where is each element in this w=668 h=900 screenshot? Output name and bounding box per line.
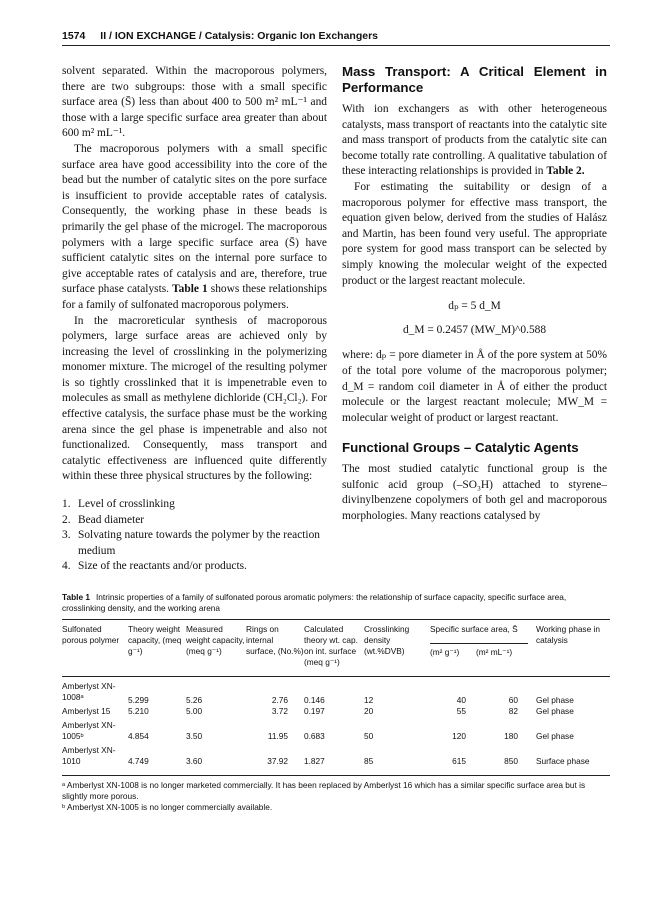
list-item: 4. Size of the reactants and/or products. [62, 560, 247, 573]
column-header: Theory weight capacity, (meq g⁻¹) [128, 624, 182, 656]
table-top-rule [62, 619, 610, 620]
column-subheader: (m² mL⁻¹) [476, 646, 513, 657]
data-table [62, 624, 610, 776]
equation-coil-diameter: d_M = 0.2457 (MW_M)^0.588 [402, 323, 547, 336]
column-header: Sulfonated porous polymer [62, 624, 120, 645]
equation-definitions: where: dₚ = pore diameter in Å of the pore system at 50% of the total pore volume of the macroporous polymer; d_M = random coil diameter in Å of either the product molecule or the largest reactant molecule; MW_M = molecular weight of product or largest reactant. [342, 349, 607, 424]
column-header: Crosslinking density (wt.%DVB) [364, 624, 410, 656]
table-row: Amberlyst XN-1010 4.749 3.60 37.92 1.827 85 615 850 Surface phase [62, 745, 590, 766]
factor-list [62, 497, 327, 575]
footnote-a: ᵃ Amberlyst XN-1008 is no longer marketed commercially. It has been replaced by Amberlyst 16 which has a similar specific surface area but is slightly more porous. [62, 780, 586, 801]
column-header: Specific surface area, S̄ [430, 624, 528, 643]
left-column [62, 64, 327, 575]
list-item: 2. Bead diameter [62, 513, 145, 526]
column-header: Working phase in catalysis [536, 624, 600, 645]
column-header: Rings on internal surface, (No.%) [246, 624, 304, 656]
left-paragraph-3: In the macroreticular synthesis of macroporous polymers, large surface areas are achieved only by increasing the level of crosslinking in the polymerizing monomer mixture. The microgel of the resulting polymer is so tightly crosslinked that it is impenetrable even to molecules as small as methylene dichloride (CH₂Cl₂). For effective catalysis, the surface phase must be the working arena since the gel phase is impenetrable and also not functionalized. Consequently, mass transport and catalytic effectiveness are influenced quite differently within these three physical structures by the following: [62, 314, 327, 483]
table-header-row [62, 624, 610, 643]
section-heading-functional-groups: Functional Groups – Catalytic Agents [342, 440, 579, 456]
equation-pore-diameter: dₚ = 5 d_M [448, 300, 501, 313]
header-rule [62, 45, 610, 46]
table-1 [62, 592, 610, 813]
table2-reference: Table 2. [546, 165, 585, 178]
column-header: Calculated theory wt. cap. on int. surface (meq g⁻¹) [304, 624, 358, 667]
section-heading-mass-transport: Mass Transport: A Critical Element in Performance [342, 64, 607, 95]
list-item: 1. Level of crosslinking [62, 498, 175, 511]
table-row: Amberlyst 15 5.210 5.00 3.72 0.197 20 55 82 Gel phase [62, 706, 574, 716]
table-row: Amberlyst XN-1005ᵇ 4.854 3.50 11.95 0.683 50 120 180 Gel phase [62, 720, 574, 741]
left-paragraph-1: solvent separated. Within the macroporous polymers, there are two subgroups: those with a small specific surface area (S̄) less than about 400 to 500 m² mL⁻¹ and those with a large specific surface area greater than about 600 m² mL⁻¹. [62, 65, 327, 140]
table-bottom-rule [62, 767, 610, 776]
table1-reference: Table 1 [172, 283, 208, 296]
running-title: II / ION EXCHANGE / Catalysis: Organic Ion Exchangers [100, 30, 379, 42]
page-number: 1574 [62, 30, 86, 42]
column-header: Measured weight capacity, (meq g⁻¹) [186, 624, 245, 656]
table-footnotes [62, 780, 610, 813]
right-paragraph-2: For estimating the suitability or design of a macroporous polymer for effective mass transport, the equation given below, derived from the studies of Halász and Martin, has been found very useful. The appropriate pore system for good mass transport can be selected by simply knowing the molecular weight of the expected product or the largest reactant molecule. [342, 180, 607, 287]
footnote-b: ᵇ Amberlyst XN-1005 is no longer commercially available. [62, 802, 273, 812]
right-paragraph-1: With ion exchangers as with other heterogeneous catalysts, mass transport of reactants into the catalytic site and mass transport of products from the catalytic site can become totally rate controlling. A qualitative tabulation of these interacting relationships is provided in Table 2. [342, 103, 607, 178]
running-header [62, 30, 610, 42]
table-label: Table 1 [62, 592, 90, 602]
left-paragraph-2: The macroporous polymers with a small specific surface area have good accessibility into the core of the bead but the number of catalytic sites on the pore surface is insufficient to provide acceptable rates of catalysis. Consequently, the working phase in these beads is primarily the gel phase of the microgel. The macroporous polymers with a large specific surface area (S̄) have sufficient catalytic sites on the internal pore surface to give acceptable rates of catalysis and are, therefore, true surface phase catalysts. Table 1 shows these relationships for a family of sulfonated macroporous polymers. [62, 142, 327, 311]
column-subheader: (m² g⁻¹) [430, 646, 460, 657]
table-row: Amberlyst XN-1008ᵃ 5.299 5.26 2.76 0.146 12 40 60 Gel phase [62, 681, 574, 705]
table-caption: Table 1 Intrinsic properties of a family of sulfonated porous aromatic polymers: the relationship of surface capacity, specific surface area, crosslinking density, and the working arena [62, 592, 567, 613]
right-column [342, 64, 607, 525]
header-rule [62, 668, 610, 677]
right-paragraph-3: The most studied catalytic functional group is the sulfonic acid group (–SO₃H) attached to styrene–divinylbenzene copolymers of both gel and macroporous morphologies. Many reactions catalysed by [342, 463, 607, 523]
list-item: 3. Solvating nature towards the polymer by the reaction medium [62, 529, 320, 557]
